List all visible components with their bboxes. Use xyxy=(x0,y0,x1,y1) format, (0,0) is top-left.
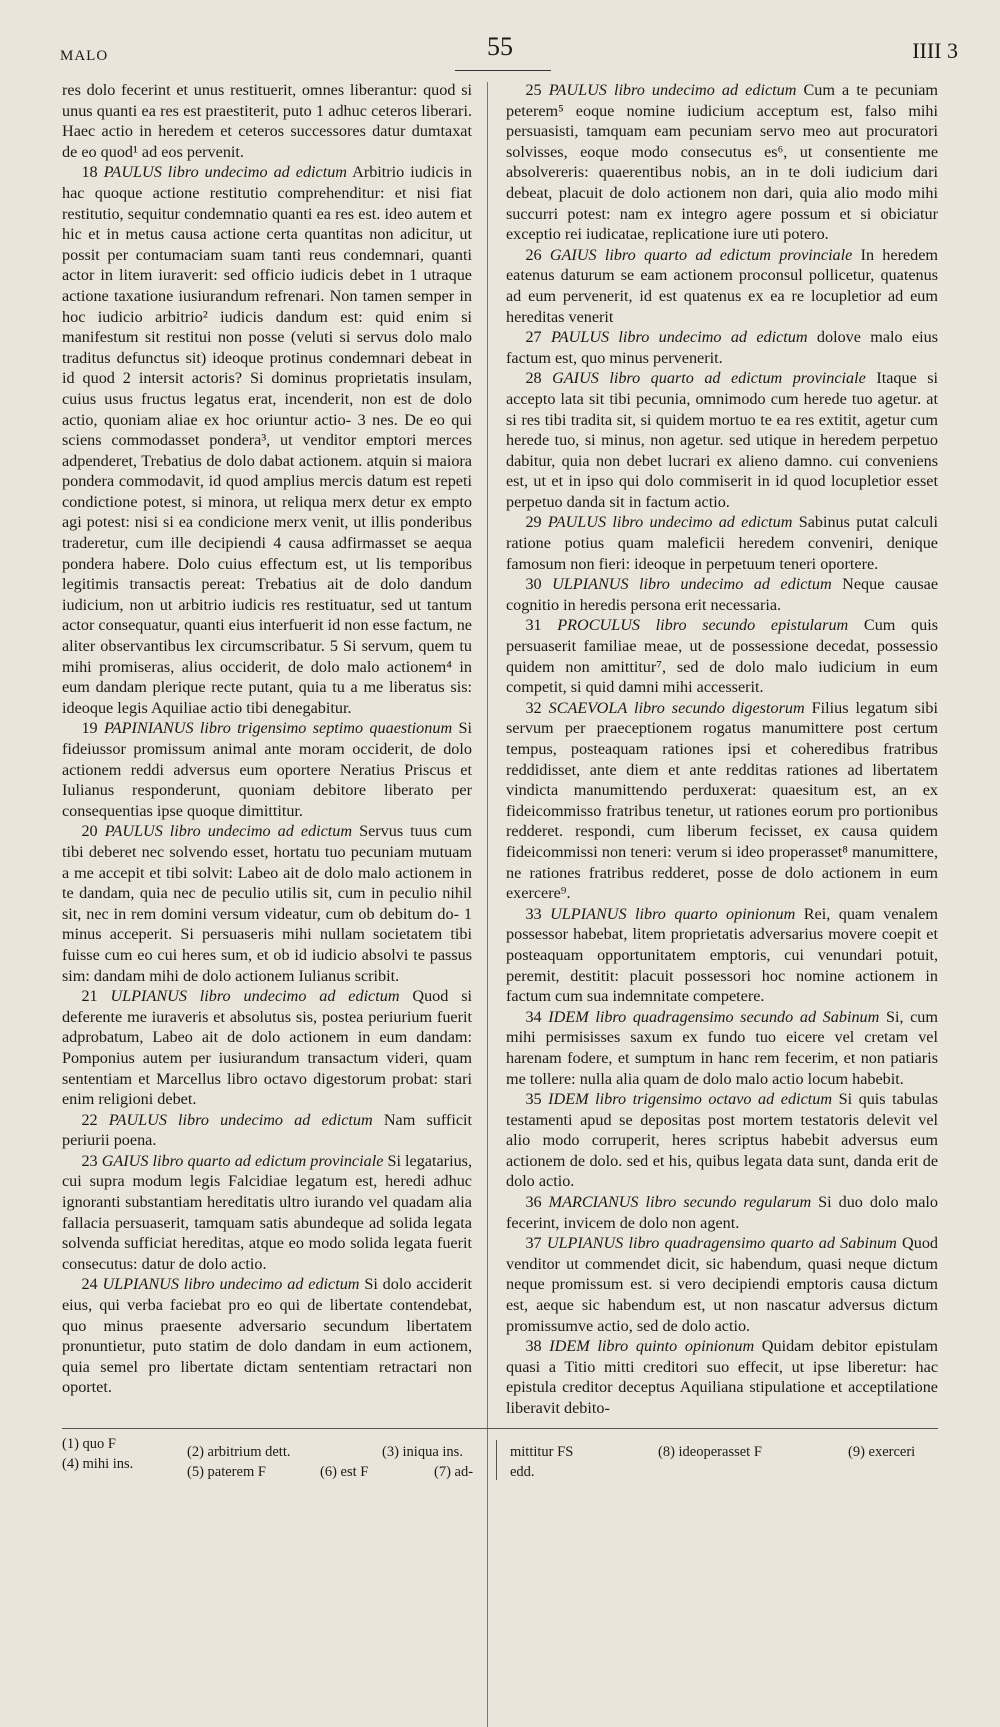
fragment-paragraph xyxy=(62,986,472,1110)
footnote-rule xyxy=(62,1428,938,1429)
fragment-paragraph xyxy=(506,80,938,245)
footnote-3: (3) iniqua ins. xyxy=(382,1444,463,1460)
fragment-paragraph xyxy=(506,1089,938,1192)
fragment-number: 32 xyxy=(525,698,542,717)
fragment-text: Quod venditor ut commendet dicit, sic habendum, quasi neque dictum neque promissum est. si vero decipiendi emptoris causa dictum est, aeque sic habendum est, ut non nascatur adversus dictum promissumve actio, sed de dolo actio. xyxy=(506,1234,939,1335)
fragment-number: 19 xyxy=(81,719,98,738)
footnote-7-editions: edd. xyxy=(510,1464,535,1480)
fragment-text: res dolo fecerint et unus restituerit, omnes liberantur: quod si unus quanti ea res est praestiterit, puto 1 adhuc ceteros liberari. Haec actio in heredem et ceteros successores datur dumtaxat de eo quod¹ ad eos pervenit. xyxy=(62,81,472,161)
header-title-reference: IIII 3 xyxy=(912,38,958,63)
fragment-text: Si fideiussor promissum animal ante moram occiderit, de dolo actionem reddi adversus eum oportere Neratius Priscus et Iulianus responderunt, quoniam debitore liberato per consequentias ipse quoque dimittitur. xyxy=(62,719,473,820)
fragment-number: 30 xyxy=(525,575,542,594)
fragment-text: Cum quis persuaserit familiae meae, ut de possessione decedat, possessio quidem non amittitur⁷, sed de dolo malo iudicium in eum competit, si quid damni mihi accesserit. xyxy=(506,616,939,697)
fragment-text: Quod si deferente me iuraveris et absolutus sis, postea periurium fuerit adprobatum, Labeo ait de dolo actionem in eum dandam: Pomponius autem per iusiurandum transactum videri, quam sententiam et Marcellus libro octavo digestorum probat: stari enim religioni debet. xyxy=(62,987,472,1109)
fragment-text: Si, cum mihi permisisses saxum ex fundo tuo eicere vel cretam vel harenam fodere, et sumptum in hanc rem fecerim, et non patiaris me tollere: nulla alia quam de dolo malo actio locum habebit. xyxy=(506,1007,938,1088)
fragment-text: Rei, quam venalem possessor habebat, litem proprietatis adversarius movere coepit et posteaquam opportunitatem emptoris, cui venundari potuit, peremit, destitit: placuit possessori hoc nomine actionem in factum cum sua indemnitate competere. xyxy=(506,904,939,1006)
footnote-7: (7) ad- xyxy=(434,1464,474,1480)
fragment-paragraph xyxy=(506,698,938,904)
fragment-source: IDEM libro quadragensimo secundo ad Sabinum xyxy=(548,1007,880,1026)
fragment-number: 31 xyxy=(525,616,542,635)
fragment-number: 28 xyxy=(525,369,542,388)
fragment-source: PAULUS libro undecimo ad edictum xyxy=(550,328,808,347)
fragment-text: Si legatarius, cui supra modum legis Falcidiae legatum est, heredi adhuc ignoranti substantiam hereditatis ultro iurando vel quadam alia fallacia persuaserit, tamquam satis abundeque ad solida legata solvenda sufficiat hereditas, atque eo modo solida legata fuerit consecutus: datur de dolo actio. xyxy=(62,1151,473,1273)
fragment-text: dolove malo eius factum est, quo minus pervenerit. xyxy=(506,328,939,367)
fragment-number: 27 xyxy=(525,328,542,347)
fragment-paragraph xyxy=(506,1233,938,1336)
footnote-8: (8) ideoperasset F xyxy=(658,1444,762,1460)
fragment-source: PAULUS libro undecimo ad edictum xyxy=(103,163,348,182)
fragment-paragraph xyxy=(506,904,938,1007)
right-text-column xyxy=(506,80,938,1419)
header-section-word: MALO xyxy=(60,48,109,64)
fragment-paragraph xyxy=(62,718,472,821)
fragment-paragraph xyxy=(506,512,938,574)
fragment-number: 35 xyxy=(525,1090,542,1109)
fragment-text: Quidam debitor epistulam quasi a Titio mitti creditori suo effecit, ut ipse liberetur: hac epistula creditor deceptus Aquiliana stipulatione et acceptilatione liberavit debito- xyxy=(506,1337,939,1417)
fragment-number: 37 xyxy=(525,1234,542,1253)
fragment-text: Itaque si accepto lata sit tibi pecunia, omnimodo cum herede tuo agetur. at si res tibi tradita sit, si quidem mortuo te ea res extitit, agetur cum herede tuo, si minus, non agetur. sed utique in heredem perpetuo dabitur, quia non debet lucrari ex alieno damno. cui conveniens est, ut et in ipso qui dolo commiserit in id quod locupletior esset perpetuo danda sit in factum actio. xyxy=(506,369,939,511)
fragment-source: ULPIANUS libro undecimo ad edictum xyxy=(110,987,400,1006)
fragment-source: ULPIANUS libro quarto opinionum xyxy=(550,904,796,923)
fragment-text: Filius legatum sibi servum per praeceptionem rogatus manumittere post certum tempus, posteaquam rationes ipsi et coheredibus fratribus reddidisset, ante diem et ante redditas rationes ad libertatem vindicta manumittendo perduxerat: quaesitum est, an ex fideicommisso fratribus tenetur, ut rationes eorum pro portionibus redderet. respondi, cum liberum fecisset, ex causa quidem fideicommissi non teneri: verum si ideo properasset⁸ manumittere, ne rationes fratribus redderet, posse de dolo actionem in eum exercere⁹. xyxy=(506,698,939,903)
fragment-number: 24 xyxy=(81,1275,98,1294)
fragment-paragraph xyxy=(506,1336,938,1418)
fragment-source: PAPINIANUS libro trigensimo septimo quaestionum xyxy=(103,719,453,738)
fragment-source: PROCULUS libro secundo epistularum xyxy=(557,616,849,635)
fragment-source: ULPIANUS libro quadragensimo quarto ad Sabinum xyxy=(546,1234,897,1253)
fragment-text: Nam sufficit periurii poena. xyxy=(62,1110,473,1150)
fragment-paragraph xyxy=(506,245,938,327)
footnote-4: (4) mihi ins. xyxy=(62,1456,134,1472)
fragment-source: ULPIANUS libro undecimo ad edictum xyxy=(102,1275,360,1294)
running-header xyxy=(0,30,1000,70)
fragment-text: Arbitrio iudicis in hac quoque actione restitutio comprehenditur: et nisi fiat restitutio, sequitur condemnatio quanti ea res est. ideo autem et hic et in metus causa actione certa quantitas non adicitur, ut possit per contumaciam suam tanti reus condemnari, quanti actor in litem iuraverit: sed officio iudicis debet in 1 utraque actione taxatione iusiurandum refrenari. Non tamen semper in hoc iudicio arbitrio² iudicis dandum est: quid enim si manifestum sit restitui non posse (veluti si servus dolo malo traditus defunctus sit) ideoque protinus condemnari debeat in id quod 2 intersit actoris? Si dominus proprietatis insulam, cuius usus fructus legatus erat, incenderit, non est de dolo actio, quoniam aliae ex hoc oriuntur actio- 3 nes. De eo qui sciens commodasset pondera³, ut venditor emptori merces adpenderet, Trebatius de dolo dabat actionem. atquin si maiora pondera commodavit, id quod amplius mercis datum est repeti condictione potest, si minora, ut reliqua merx detur ex empto agi potest: nisi si ea condicione merx venit, ut illis ponderibus traderetur, cum ille decipiendi 4 causa adfirmasset se aequa pondera habere. Dolo cuius effectum est, ut lis temporibus legitimis transactis pereat: Trebatius ait de dolo dandum iudicium, non ut arbitrio iudicis res restituatur, sed ut tantum actor consequatur, quanti eius interfuerit id non esse factum, ne aliter observantibus lex circumscribatur. 5 Si servum, quem tu mihi promiseras, alius occiderit, de dolo malo actionem⁴ in eum dandam plerique recte putant, quia tu a me liberatus sis: ideoque legis Aquiliae actio tibi denegabitur. xyxy=(62,163,473,717)
fragment-number: 38 xyxy=(525,1337,542,1356)
fragment-source: PAULUS libro undecimo ad edictum xyxy=(547,513,793,532)
fragment-text: Si quis tabulas testamenti apud se depositas post mortem testatoris delevit vel alio modo corruperit, heres scriptus habebit adversus eum actionem de dolo. sed et his, quibus legata data sunt, danda erit de dolo actio. xyxy=(506,1090,938,1191)
fragment-source: GAIUS libro quarto ad edictum provinciale xyxy=(549,245,853,264)
fragment-number: 20 xyxy=(81,822,98,841)
fragment-paragraph xyxy=(62,1110,472,1151)
fragment-text: Si duo dolo malo fecerint, invicem de dolo non agent. xyxy=(506,1193,938,1232)
fragment-source: IDEM libro trigensimo octavo ad edictum xyxy=(548,1090,833,1109)
fragment-paragraph xyxy=(62,821,472,986)
fragment-number: 23 xyxy=(81,1151,98,1170)
fragment-text: Neque causae cognitio in heredis persona erit necessaria. xyxy=(506,575,939,614)
fragment-paragraph xyxy=(506,368,938,512)
fragment-number: 21 xyxy=(81,987,98,1006)
footnote-9: (9) exerceri xyxy=(848,1444,916,1460)
fragment-paragraph xyxy=(506,574,938,615)
fragment-text: Servus tuus cum tibi deberet nec solvendo esset, hortatu tuo pecuniam mutuam a me accepit et tibi solvit: Labeo ait de dolo malo actionem in te dandam, quia nec de peculio utilis sit, cum in peculio nihil sit, nec in rem domini versum videatur, cum ob debitum do- 1 minus acceperit. Si persuaseris mihi nullam societatem tibi fuisse cum eo cui heres sum, et ob id iudicio absolvi te passus sim: dandam mihi de dolo actionem Iulianus scribit. xyxy=(62,822,473,985)
fragment-text: Sabinus putat calculi ratione potius quam maleficii heredem conveniri, denique famosum non fieri: ideoque in perpetuum teneri oportere. xyxy=(506,513,939,573)
fragment-paragraph xyxy=(62,162,472,718)
fragment-text: Si dolo acciderit eius, qui verba faciebat pro eo qui de libertate contendebat, quo minus praesente adversario secundum libertatem pronuntietur, puto statim de dolo dandam in eum actionem, quia semel pro libertate dictam sententiam retractari non oportet. xyxy=(62,1275,473,1397)
footnote-7-continued: mittitur FS xyxy=(510,1444,574,1460)
fragment-paragraph xyxy=(506,615,938,697)
fragment-source: SCAEVOLA libro secundo digestorum xyxy=(548,698,805,717)
fragment-source: PAULUS libro undecimo ad edictum xyxy=(108,1110,373,1129)
footnote-2: (2) arbitrium dett. xyxy=(187,1444,291,1460)
fragment-paragraph xyxy=(506,327,938,368)
footnote-6: (6) est F xyxy=(320,1464,369,1480)
header-rule xyxy=(455,70,551,71)
footnote-5: (5) paterem F xyxy=(187,1464,266,1480)
fragment-paragraph xyxy=(62,1151,472,1275)
fragment-text: In heredem eatenus daturum se eam actionem proconsul pollicetur, quatenus ad eum pervenerit, id est quatenus ex ea re locupletior ad eum hereditas venerit xyxy=(506,245,939,326)
fragment-paragraph xyxy=(506,1007,938,1089)
footnote-1: (1) quo F xyxy=(62,1436,116,1452)
fragment-paragraph xyxy=(62,1274,472,1398)
left-text-column xyxy=(62,80,472,1398)
fragment-text: Cum a te pecuniam peterem⁵ eoque nomine iudicium acceptum est, falso mihi persuasisti, tamquam eam pecuniam servo meo aut procuratori solvisses, eoque modo consecutus es⁶, ut consentiente me absolvereris: quaerentibus nobis, an in te doli iudicium dari debeat, placuit de dolo actionem non dari, quia alio modo mihi succurri potest: nam ex integro agere possum et si obiciatur exceptio rei iudicatae, replicatione iure uti potero. xyxy=(506,81,938,244)
fragment-source: GAIUS libro quarto ad edictum provinciale xyxy=(552,369,866,388)
fragment-paragraph xyxy=(506,1192,938,1233)
fragment-number: 22 xyxy=(81,1110,98,1129)
fragment-number: 36 xyxy=(525,1193,542,1212)
fragment-source: ULPIANUS libro undecimo ad edictum xyxy=(552,575,832,594)
fragment-number: 25 xyxy=(525,81,542,99)
continued-paragraph xyxy=(62,80,472,162)
fragment-number: 18 xyxy=(81,163,98,182)
fragment-source: GAIUS libro quarto ad edictum provinciale xyxy=(101,1151,384,1170)
footnotes xyxy=(62,1436,938,1496)
fragment-number: 34 xyxy=(525,1007,542,1026)
fragment-source: PAULUS libro undecimo ad edictum xyxy=(104,822,353,841)
fragment-number: 33 xyxy=(525,904,542,923)
fragment-source: MARCIANUS libro secundo regularum xyxy=(548,1193,812,1212)
fragment-source: PAULUS libro undecimo ad edictum xyxy=(548,81,797,99)
fragment-number: 29 xyxy=(525,513,542,532)
fragment-source: IDEM libro quinto opinionum xyxy=(549,1337,755,1356)
page-number: 55 xyxy=(487,32,513,61)
fragment-number: 26 xyxy=(525,245,542,264)
